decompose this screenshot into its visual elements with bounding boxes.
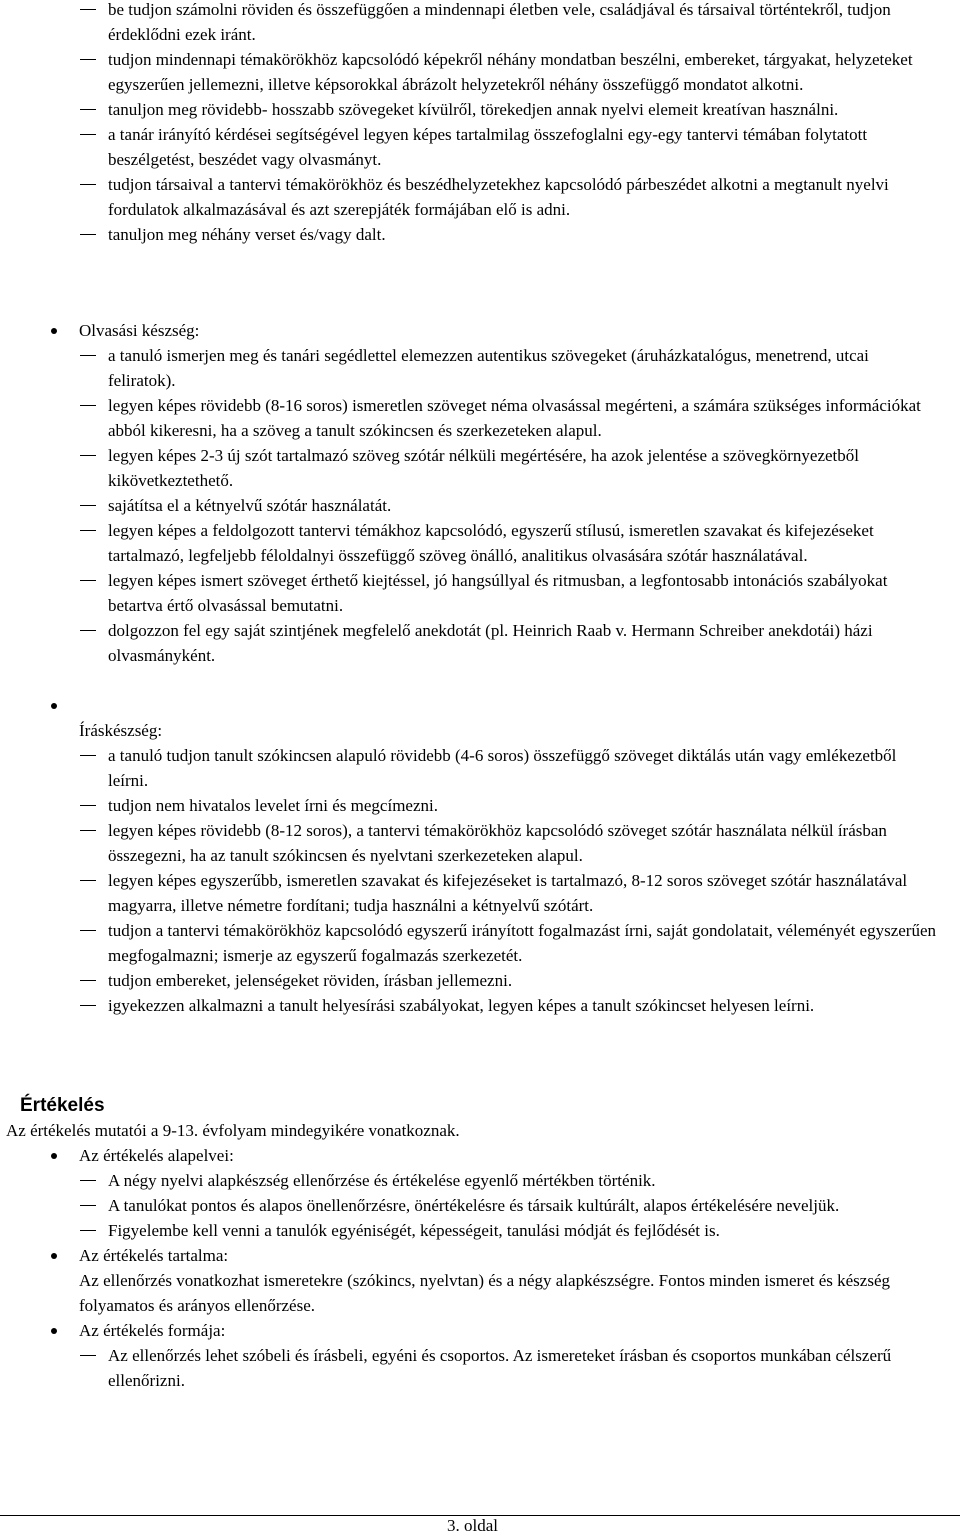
content-text: Az ellenőrzés vonatkozhat ismeretekre (szókincs, nyelvtan) és a négy alapkészségre. Fontos minden ismeret és készség folyamatos és arányos ellenőrzése. (79, 1271, 890, 1315)
list-item: be tudjon számolni röviden és összefüggően a mindennapi életben vele, családjával és társaival történtekről, tudjon érdeklődni ezek iránt. (0, 0, 960, 47)
list-item: A négy nyelvi alapkészség ellenőrzése és értékelése egyenlő mértékben történik. (0, 1168, 960, 1193)
page-number: 3. oldal (447, 1516, 498, 1535)
list-item: igyekezzen alkalmazni a tanult helyesírási szabályokat, legyen képes a tanult szókincset helyesen leírni. (0, 993, 960, 1018)
list-item: A tanulókat pontos és alapos önellenőrzésre, önértékelésre és társaik kultúrált, alapos értékelésére neveljük. (0, 1193, 960, 1218)
list-item: legyen képes 2-3 új szót tartalmazó szöveg szótár nélküli megértésére, ha azok jelentése a szövegkörnyezetből kikövetkeztethető. (0, 443, 960, 493)
list-item: tudjon nem hivatalos levelet írni és megcímezni. (0, 793, 960, 818)
list-item: Figyelembe kell venni a tanulók egyéniségét, képességeit, tanulási módját és fejlődését is. (0, 1218, 960, 1243)
list-item: Az ellenőrzés lehet szóbeli és írásbeli, egyéni és csoportos. Az ismereteket írásban és csoportos munkában célszerű ellenőrizni. (0, 1343, 960, 1393)
list-item: legyen képes rövidebb (8-12 soros), a tantervi témakörökhöz kapcsolódó szöveget szótár használata nélkül írásban összegezni, ha az tanult szókincsen és nyelvtani szerkezeteken alapul. (0, 818, 960, 868)
writing-section (0, 693, 960, 1018)
list-item: a tanuló tudjon tanult szókincsen alapuló rövidebb (4-6 soros) összefüggő szöveget diktálás után vagy emlékezetből leírni. (0, 743, 960, 793)
form-title: Az értékelés formája: (0, 1318, 960, 1343)
list-item: tanuljon meg néhány verset és/vagy dalt. (0, 222, 960, 247)
content-title: Az értékelés tartalma: (0, 1243, 960, 1268)
principles-title: Az értékelés alapelvei: (0, 1143, 960, 1168)
page-footer (0, 1515, 960, 1537)
list-item: legyen képes a feldolgozott tantervi témákhoz kapcsolódó, egyszerű stílusú, ismeretlen szavakat és kifejezéseket tartalmazó, legfeljebb féloldalnyi összefüggő szöveg önálló, analitikus olvasására szótár használatával. (0, 518, 960, 568)
reading-title: Olvasási készség: (0, 318, 960, 343)
list-item: tudjon embereket, jelenségeket röviden, írásban jellemezni. (0, 968, 960, 993)
list-item: a tanár irányító kérdései segítségével legyen képes tartalmilag összefoglalni egy-egy tantervi témában folytatott beszélgetést, beszédet vagy olvasmányt. (0, 122, 960, 172)
writing-title: Íráskészség: (79, 721, 163, 740)
section-heading: Értékelés (20, 1095, 105, 1116)
intro-list (0, 0, 960, 247)
list-item: tudjon mindennapi témakörökhöz kapcsolódó képekről néhány mondatban beszélni, embereket, tárgyakat, helyzeteket egyszerűen jellemezni, illetve képsorokkal ábrázolt helyzetekről néhány összefüggő mondatot alkotni. (0, 47, 960, 97)
list-item: legyen képes rövidebb (8-16 soros) ismeretlen szöveget néma olvasással megérteni, a számára szükséges információkat abból kikeresni, ha a szöveg a tanult szókincsen és szerkezeteken alapul. (0, 393, 960, 443)
list-item: legyen képes egyszerűbb, ismeretlen szavakat és kifejezéseket is tartalmazó, 8-12 soros szöveget szótár használatával magyarra, illetve németre fordítani; tudja használni a kétnyelvű szótárt. (0, 868, 960, 918)
reading-section (0, 318, 960, 668)
list-item: dolgozzon fel egy saját szintjének megfelelő anekdotát (pl. Heinrich Raab v. Hermann Schreiber anekdotái) házi olvasmányként. (0, 618, 960, 668)
empty-bullet (0, 693, 960, 718)
list-item: legyen képes ismert szöveget érthető kiejtéssel, jó hangsúllyal és ritmusban, a legfontosabb intonációs szabályokat betartva értő olvasással bemutatni. (0, 568, 960, 618)
evaluation-intro: Az értékelés mutatói a 9-13. évfolyam mindegyikére vonatkoznak. (6, 1121, 460, 1140)
evaluation-section (0, 1093, 960, 1393)
list-item: sajátítsa el a kétnyelvű szótár használatát. (0, 493, 960, 518)
list-item: tanuljon meg rövidebb- hosszabb szövegeket kívülről, törekedjen annak nyelvi elemeit kreatívan használni. (0, 97, 960, 122)
list-item: tudjon a tantervi témakörökhöz kapcsolódó egyszerű irányított fogalmazást írni, saját gondolatait, véleményét egyszerűen megfogalmazni; ismerje az egyszerű fogalmazás szerkezetét. (0, 918, 960, 968)
list-item: a tanuló ismerjen meg és tanári segédlettel elemezzen autentikus szövegeket (áruházkatalógus, menetrend, utcai feliratok). (0, 343, 960, 393)
list-item: tudjon társaival a tantervi témakörökhöz és beszédhelyzetekhez kapcsolódó párbeszédet alkotni a megtanult nyelvi fordulatok alkalmazásával és azt szerepjáték formájában elő is adni. (0, 172, 960, 222)
